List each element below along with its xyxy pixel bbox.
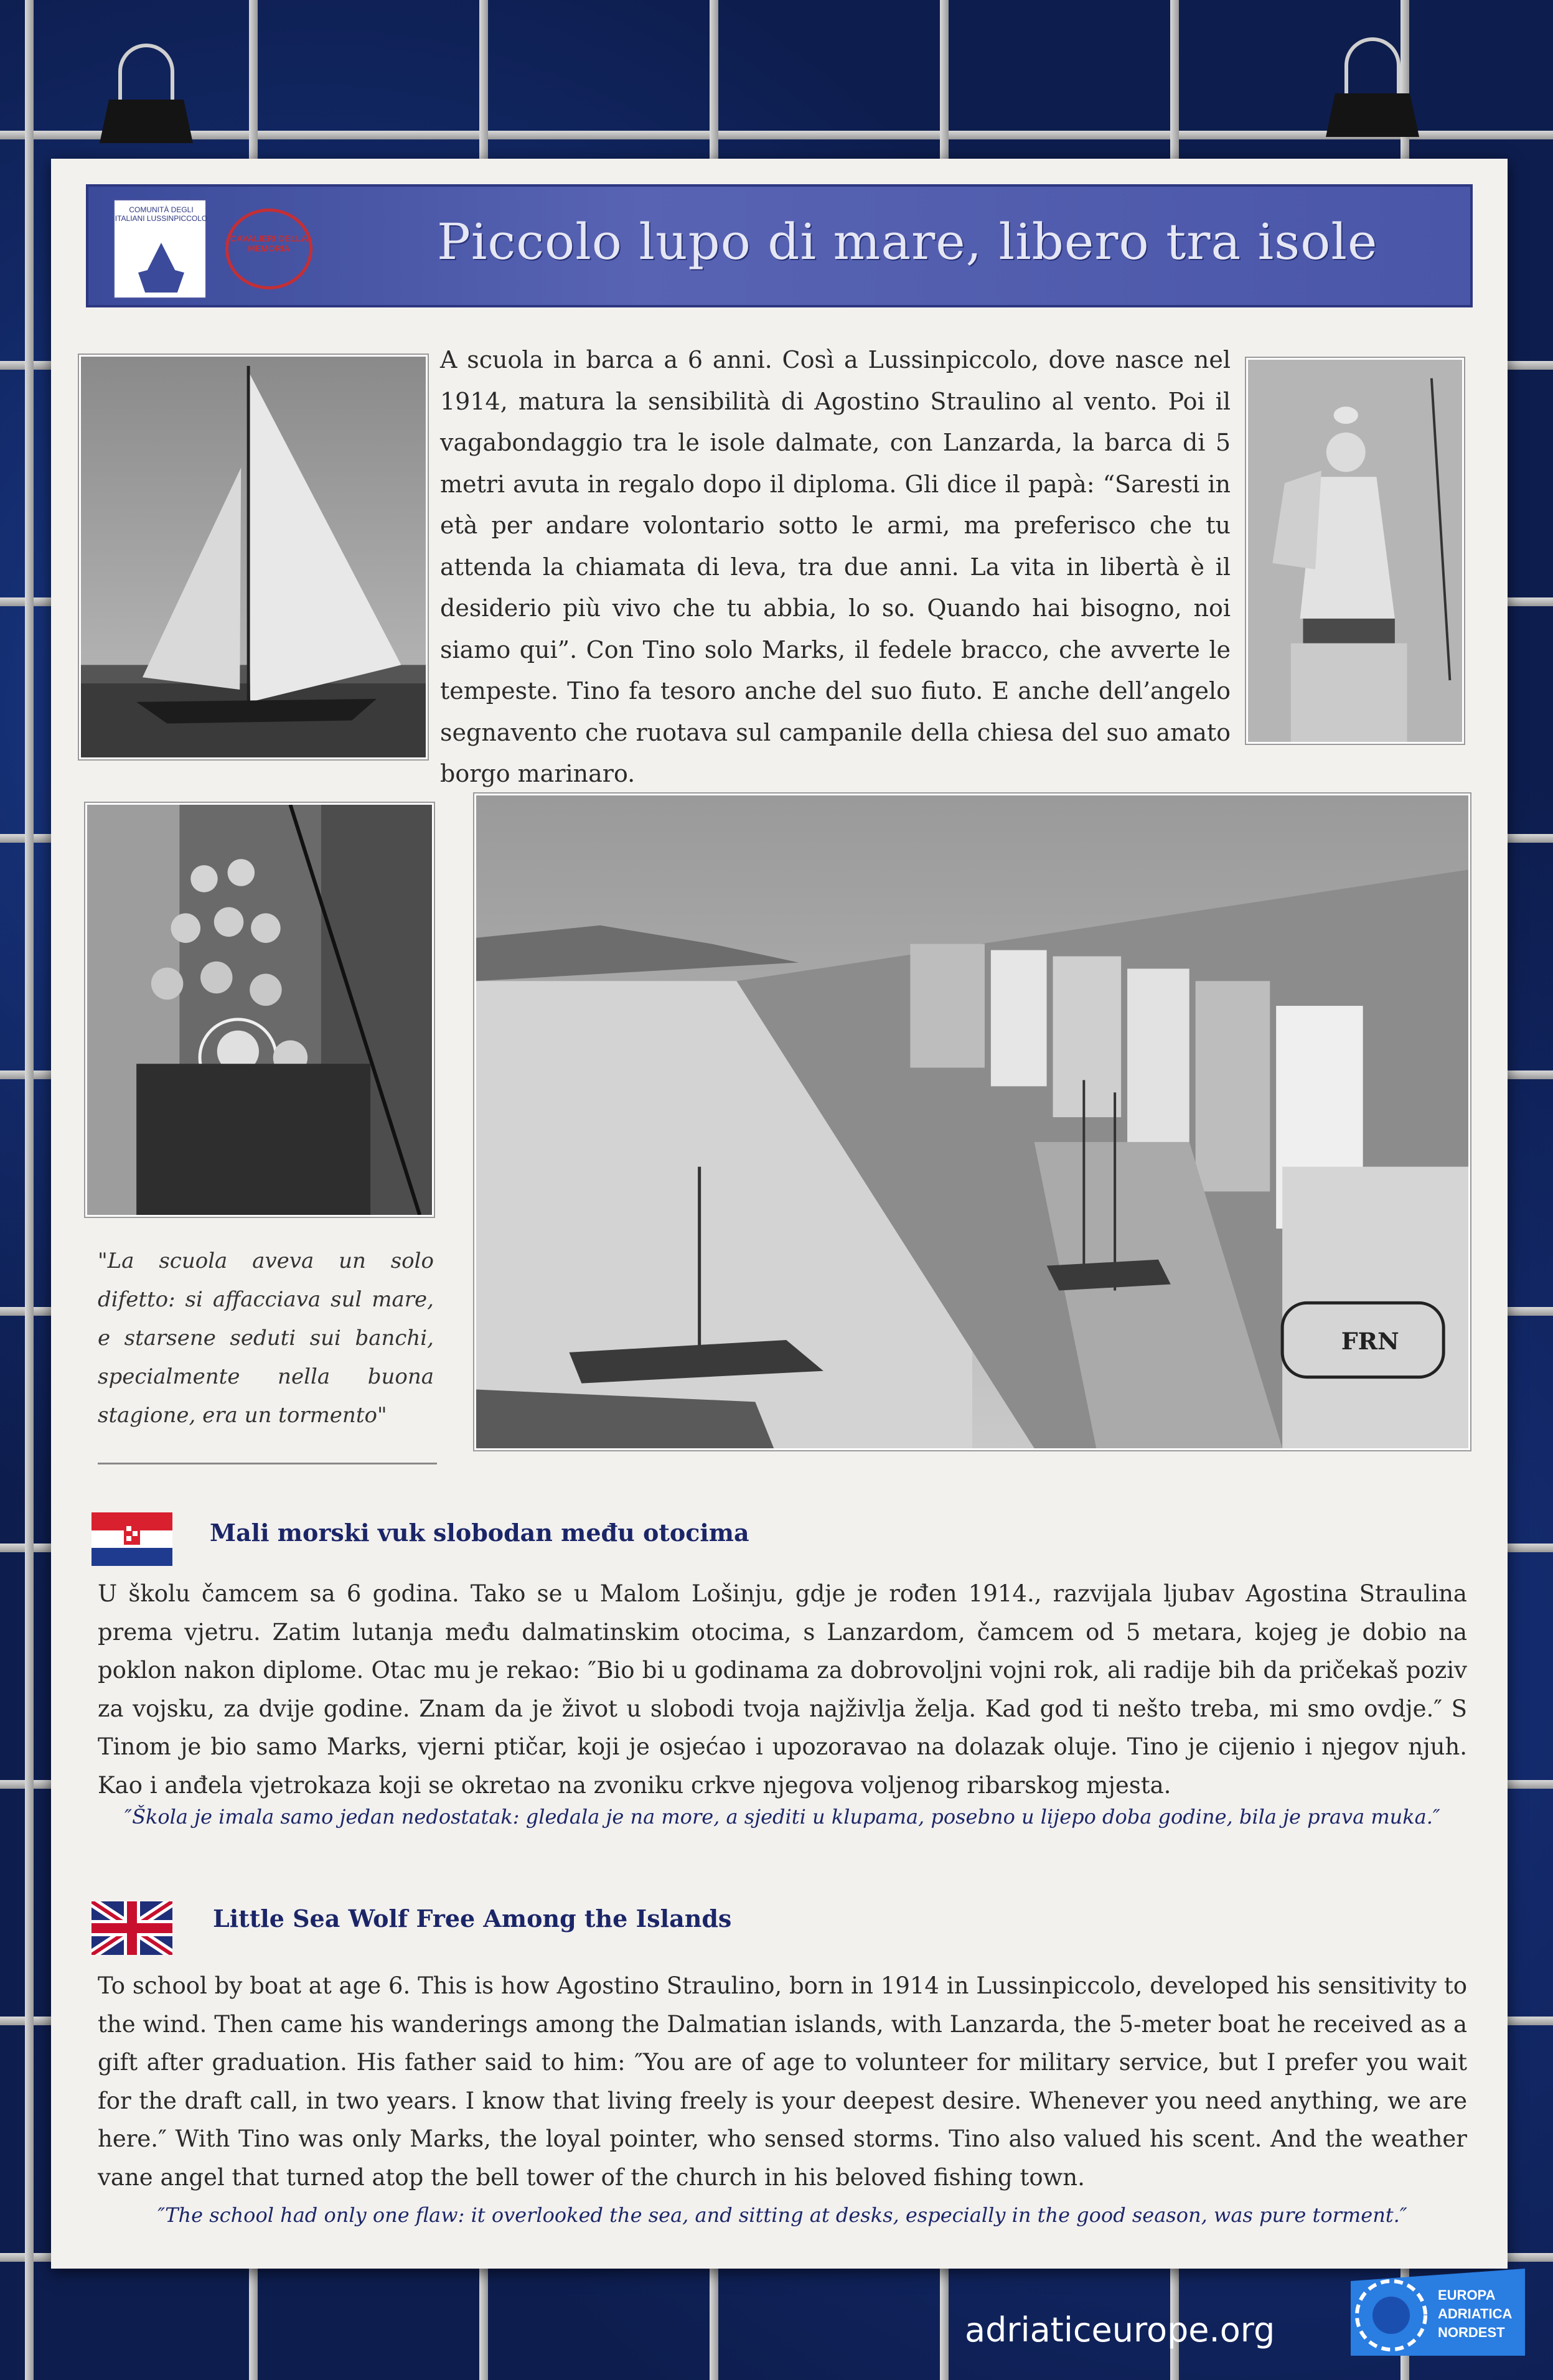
croatian-quote: ″Škola je imala samo jedan nedostatak: gledala je na more, a sjediti u klupama, posebno u lijepo doba godine, bila je prava muka.″ [124,1805,1440,1829]
header-band [88,187,1470,305]
italian-paragraph: A scuola in barca a 6 anni. Così a Lussinpiccolo, dove nasce nel 1914, matura la sensibilità di Agostino Straulino al vento. Poi il vagabondaggio tra le isole dalmate, con Lanzarda, la barca di 5 metri avuta in regalo dopo il diploma. Gli dice il papà: “Saresti in età per andare volontario sotto le armi, ma preferisco che tu attenda la chiamata di leva, tra due anni. La vita in libertà è il desiderio più vivo che tu abbia, lo so. Quando hai bisogno, noi siamo qui”. Con Tino solo Marks, il fedele bracco, che avverte le tempeste. Tino fa tesoro anche del suo fiuto. E anche dell’angelo segnavento che ruotava sul campanile della chiesa del suo amato borgo marinaro. [440,346,1231,787]
children-photo [85,803,434,1217]
uk-flag-icon [91,1901,172,1955]
logo-text: COMUNITÀ DEGLI ITALIANI LUSSINPICCOLO [115,205,208,223]
memory-seal [225,208,312,289]
clip-wire-icon [1344,37,1401,100]
frn-stamp: FRN [1341,1326,1399,1355]
croatian-paragraph: U školu čamcem sa 6 godina. Tako se u Malom Lošinju, gdje je rođen 1914., razvijala ljubav Agostina Straulina prema vjetru. Zatim lutanja među dalmatinskim otocima, s Lanzardom, čamcem od 5 metara, kojeg je dobio na poklon nakon diplome. Otac mu je rekao: ″Bio bi u godinama za dobrovoljni vojni rok, ali radije bih da pričekaš poziv za vojsku, za dvije godine. Znam da je život u slobodi tvoja najživlja želja. Kad god ti nešto treba, mi smo ovdje.″ S Tinom je bio samo Marks, vjerni ptičar, koji je osjećao i upozoravao na dolazak oluje. Tino je cijenio i njegov njuh. Kao i anđela vjetrokaza koji se okretao na zvoniku crkve njegova voljenog ribarskog mjesta. [98,1580,1467,1799]
grid-v-1 [25,0,34,2380]
site-url: adriaticeurope.org [965,2310,1275,2350]
angel-statue-photo [1246,358,1464,744]
harbor-photo [474,794,1470,1450]
clip-jaw-icon [1326,93,1419,137]
badge-line-3: NORDEST [1438,2325,1505,2340]
english-quote: ″The school had only one flaw: it overlooked the sea, and sitting at desks, especially in the good season, was pure torment.″ [157,2203,1407,2227]
seal-text: CAVALIERI DELLA MEMORIA [230,233,307,253]
binder-clip-left [100,44,193,137]
poster [51,159,1508,2269]
italian-quote: "La scuola aveva un solo difetto: si affacciava sul mare, e starsene seduti sui banchi, specialmente nella buona stagione, era un tormento" [98,1249,434,1428]
quote-divider [98,1463,437,1464]
grid-h-1 [0,131,1553,139]
badge-line-2: ADRIATICA [1438,2306,1513,2321]
croatian-flag-icon [91,1512,172,1566]
poster-title: Piccolo lupo di mare, libero tra isole [437,213,1378,271]
europa-adriatica-badge [1338,2262,1531,2362]
clip-wire-icon [118,44,174,106]
binder-clip-right [1326,37,1419,131]
badge-line-1: EUROPA [1438,2287,1496,2303]
english-paragraph: To school by boat at age 6. This is how Agostino Straulino, born in 1914 in Lussinpiccolo, developed his sensitivity to the wind. Then came his wanderings among the Dalmatian islands, with Lanzarda, the 5-meter boat he received as a gift after graduation. His father said to him: ″You are of age to volunteer for military service, but I prefer you wait for the draft call, in two years. I know that living freely is your deepest desire. Whenever you need anything, we are here.″ With Tino was only Marks, the loyal pointer, who sensed storms. Tino also valued his scent. And the weather vane angel that turned atop the bell tower of the church in his beloved fishing town. [98,1972,1467,2191]
clip-jaw-icon [100,100,193,143]
croatian-title: Mali morski vuk slobodan među otocima [210,1519,749,1547]
sailboat-photo [79,355,428,759]
english-title: Little Sea Wolf Free Among the Islands [213,1904,732,1933]
ship-icon [138,243,184,293]
community-logo [113,199,207,299]
